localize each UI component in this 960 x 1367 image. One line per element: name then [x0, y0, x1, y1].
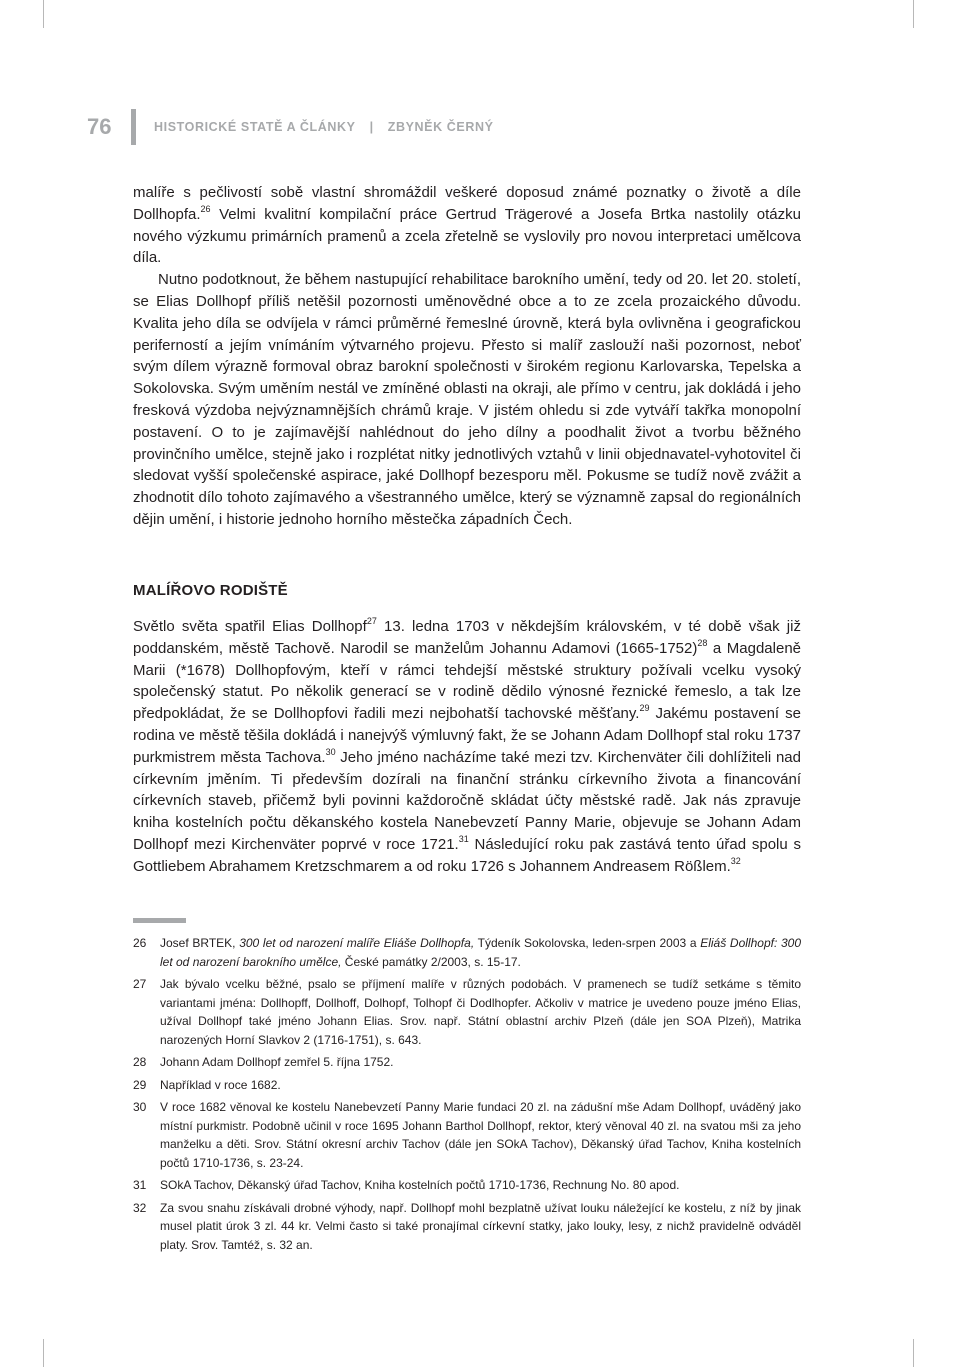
- paragraph-3-text-3: a Magdaleně Marii (*1678) Dollhopfovým, kteří v rámci tehdejší městské struktury požívali vcelku vysoký společenský statut. Po několik generací se v rodině dědilo výnosné řeznické řemeslo, a tak lze předpokládat, že se Dollhopfovi řadili mezi nejbohatší tachovské měšťany.: [133, 639, 802, 723]
- paragraph-3-text-4: Jakému postavení se rodina ve městě těšila dokládá i nanejvýš výmluvný fakt, že se Johann Adam Dollhopf stal roku 1737 purkmistrem města Tachova.: [133, 705, 801, 766]
- footnote-title-italic: 300 let od narození malíře Eliáše Dollhopfa,: [239, 936, 475, 950]
- footnote-text: Za svou snahu získávali drobné výhody, např. Dollhopf mohl bezplatně užívat louku náležející ke kostelu, z níž by jinak musel platit úrok 3 zl. 44 kr. Velmi často si také pronajímal církevní statky, jako louky, lesy, z nichž pravidelně odváděl platy. Srov. Tamtéž, s. 32 an.: [160, 1200, 801, 1252]
- footnote-ref-29: 29: [639, 703, 650, 714]
- running-header: [87, 107, 494, 147]
- section-heading: MALÍŘOVO RODIŠTĚ: [133, 582, 288, 599]
- footnote-text: Jak bývalo vcelku běžné, psalo se příjmení malíře v různých podobách. V pramenech se tudíž setkáme s těmito variantami jména: Dollhopff, Dollhoff, Dolhopf, Tolhopf či Dodlhopfer. Ačkoliv v matrice je uvedeno pouze jméno Elias, užíval Dollhopf také jméno Johann Elias. Srov. např. Státní oblastní archiv Plzeň (dále jen SOA Plzeň), Matrika narozených Horní Slavkov 2 (1716-1751), s. 643.: [160, 977, 801, 1047]
- footnote-number: 28: [133, 1055, 147, 1069]
- paragraph-1-text-a: malíře s pečlivostí sobě vlastní shromáždil veškeré doposud známé poznatky o životě a díle Dollhopfa.: [133, 184, 801, 223]
- footnote-31: [133, 1176, 801, 1195]
- footnote-ref-28: 28: [697, 637, 708, 648]
- header-divider: [131, 109, 136, 145]
- footnote-28: [133, 1053, 801, 1072]
- page-number: 76: [87, 114, 112, 139]
- footnote-32: [133, 1199, 801, 1255]
- footnote-text: Například v roce 1682.: [160, 1077, 281, 1092]
- paragraph-3: [133, 616, 801, 878]
- paragraph-3-text-5: Jeho jméno nacházíme také mezi tzv. Kirchenväter čili dohlížiteli nad církevním jměním. Ti především dozírali na finanční stránku církevního života a financování církevních staveb, přičemž byli povinni každoročně skládat účty městské radě. Jak nás zpravuje kniha kostelních počtu děkanského kostela Nanebevzetí Panny Marie, objevuje se Johann Adam Dollhopf mezi Kirchenväter poprvé v roce 1721.: [133, 748, 801, 853]
- running-title: [154, 120, 494, 134]
- footnote-number: 27: [133, 977, 147, 991]
- footnote-ref-27: 27: [366, 616, 377, 626]
- crop-mark-bottom-right: [913, 1339, 914, 1367]
- footnotes: [133, 934, 801, 1258]
- footnote-ref-26: 26: [200, 203, 211, 214]
- footnote-27: [133, 975, 801, 1049]
- paragraph-3-text-6: Následující roku pak zastává tento úřad spolu s Gottliebem Abrahamem Kretzschmarem a od roku 1726 s Johannem Andreasem Rößlem.: [133, 835, 801, 875]
- footnote-text: Johann Adam Dollhopf zemřel 5. října 1752.: [160, 1055, 394, 1069]
- footnote-title-italic: Eliáš Dollhopf: 300 let od narození barokního umělce,: [160, 936, 801, 969]
- footnote-text: [160, 934, 801, 971]
- paragraph-3-text-1: Světlo světa spatřil Elias Dollhopf: [133, 618, 367, 635]
- footnote-text: V roce 1682 věnoval ke kostelu Nanebevzetí Panny Marie fundaci 20 zl. na zádušní mše Adam Dollhopf, uváděný jako místní purkmistr. Podobně učinil v roce 1695 Johann Barthol Dollhopf, rektor, který věnoval 40 zl. na svatou mši za jeho manželku a děti. Srov. Státní okresní archiv Tachov (dále jen SOkA Tachov), Děkanský úřad Tachov, Kniha kostelních počtů 1710-1736, s. 23-24.: [160, 1100, 801, 1170]
- footnote-number: 31: [133, 1178, 147, 1192]
- footnote-text-part: Josef BRTEK,: [160, 936, 240, 950]
- section-name: HISTORICKÉ STATĚ A ČLÁNKY: [154, 120, 356, 134]
- section-text: [133, 616, 801, 878]
- footnote-number: 32: [133, 1200, 147, 1215]
- footnote-text-part: České památky 2/2003, s. 15-17.: [341, 954, 521, 969]
- footnote-ref-30: 30: [325, 746, 336, 757]
- footnote-text: SOkA Tachov, Děkanský úřad Tachov, Kniha kostelních počtů 1710-1736, Rechnung No. 80 apod.: [160, 1178, 680, 1192]
- paragraph-1: [133, 182, 801, 269]
- footnote-ref-31: 31: [458, 833, 469, 844]
- header-separator: |: [369, 120, 374, 134]
- footnote-number: 26: [133, 936, 147, 950]
- footnote-30: [133, 1098, 801, 1172]
- footnote-number: 29: [133, 1077, 147, 1092]
- footnote-text-part: Týdeník Sokolovska, leden-srpen 2003 a: [474, 936, 701, 950]
- footnote-29: [133, 1076, 801, 1095]
- crop-mark-bottom-left: [43, 1339, 44, 1367]
- paragraph-2: Nutno podotknout, že během nastupující rehabilitace barokního umění, tedy od 20. let 20. století, se Elias Dollhopf příliš netěšil pozornosti uměnovědné obce a to ze zcela prozaického důvodu. Kvalita jeho díla se odvíjela v rámci průměrné řemeslné úrovně, která byla ovlivněna i geografickou periferností a jejím vnímáním výtvarného projevu. Přesto si malíř zaslouží naši pozornost, neboť svým dílem výrazně formoval obraz barokní společnosti v širokém regionu Karlovarska, Tepelska a Sokolovska. Svým uměním nestál ve zmíněné oblasti na okraji, ale přímo v centru, jak dokládá i jeho fresková výzdoba nejvýznamnějších chrámů kraje. V jistém ohledu si zde vytváří takřka monopolní postavení. O to je zajímavější nahlédnout do jeho dílny a poodhalit život a tvorbu běžného provinčního umělce, stejně jako i rozplétat nitky jednotlivých vztahů v linii objednavatel-vyhotovitel či sledovat vyšší společenské aspirace, jaké Dollhopf bezesporu měl. Pokusme se tudíž nově zvážit a zhodnotit dílo tohoto zajímavého a všestranného umělce, který se významně zapsal do regionálních dějin umění, i historie jednoho horního městečka západních Čech.: [133, 271, 801, 528]
- footnote-number: 30: [133, 1100, 147, 1114]
- crop-mark-top-right: [913, 0, 914, 28]
- paragraph-1-text-b: Velmi kvalitní kompilační práce Gertrud Trägerové a Josefa Brtka nastolily otázku nového výzkumu primárních pramenů a zcela zřetelně se vyslovily pro novou interpretaci umělcova díla.: [133, 205, 801, 267]
- paragraph-3-text-2: 13. ledna 1703 v někdejším královském, v té době však již poddanském, městě Tachově. Narodil se manželům Johannu Adamovi (1665-1752): [133, 618, 801, 657]
- footnote-26: [133, 934, 801, 971]
- footnote-separator: [133, 918, 186, 923]
- footnote-ref-32: 32: [730, 855, 741, 866]
- crop-mark-top-left: [43, 0, 44, 28]
- body-text: [133, 182, 801, 531]
- author-name: ZBYNĚK ČERNÝ: [387, 120, 494, 134]
